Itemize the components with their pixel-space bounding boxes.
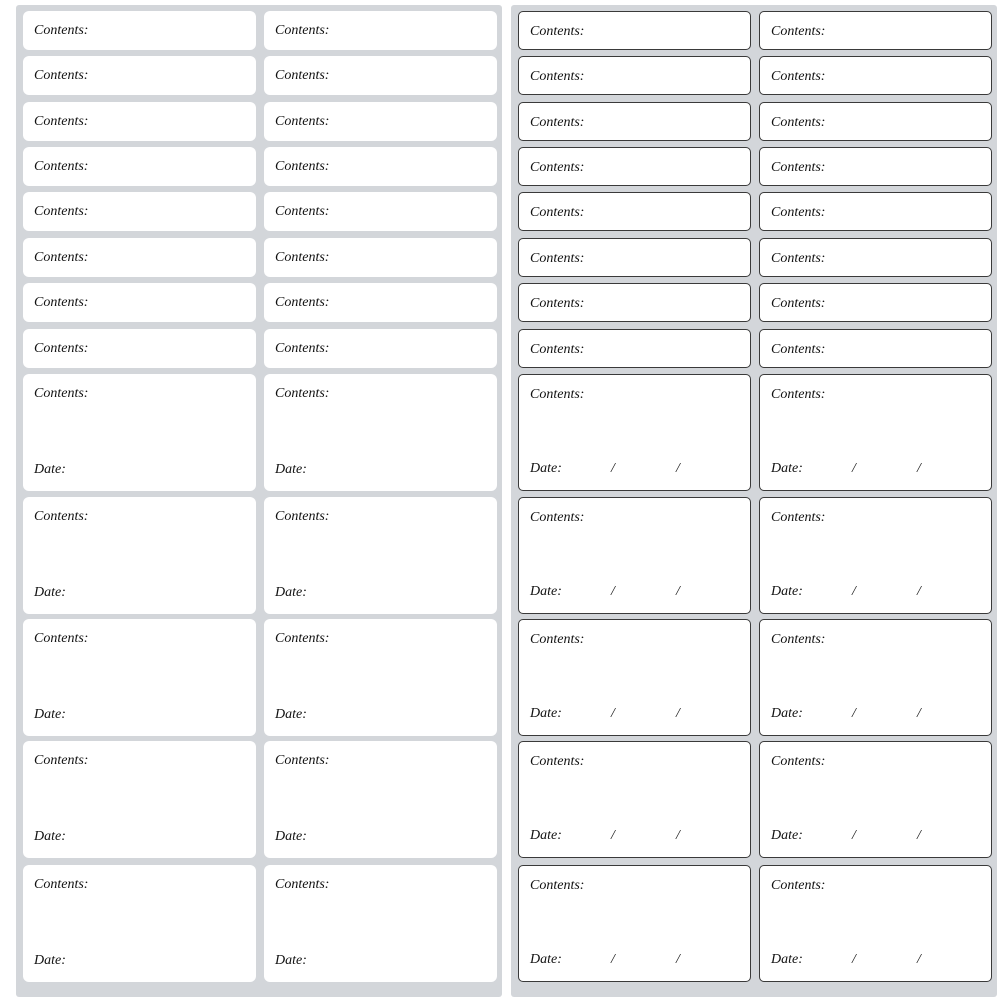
contents-label-small bbox=[23, 283, 256, 322]
contents-caption: Contents: bbox=[530, 342, 585, 357]
contents-caption: Contents: bbox=[771, 24, 826, 39]
date-caption: Date: bbox=[530, 828, 562, 843]
contents-caption: Contents: bbox=[771, 878, 826, 893]
contents-caption: Contents: bbox=[530, 632, 585, 647]
contents-caption: Contents: bbox=[771, 510, 826, 525]
contents-label-small bbox=[759, 11, 992, 50]
contents-caption: Contents: bbox=[34, 295, 89, 310]
contents-date-label bbox=[759, 374, 992, 491]
date-separator-slash: / bbox=[611, 952, 615, 967]
date-separator-slash: / bbox=[852, 584, 856, 599]
contents-label-small bbox=[518, 192, 751, 231]
contents-date-label bbox=[264, 374, 497, 491]
contents-label-small bbox=[759, 329, 992, 368]
contents-caption: Contents: bbox=[275, 341, 330, 356]
date-caption: Date: bbox=[34, 462, 66, 477]
contents-caption: Contents: bbox=[771, 632, 826, 647]
contents-caption: Contents: bbox=[275, 68, 330, 83]
contents-label-small bbox=[23, 147, 256, 186]
date-caption: Date: bbox=[771, 461, 803, 476]
contents-label-small bbox=[518, 56, 751, 95]
contents-label-small bbox=[759, 283, 992, 322]
contents-label-small bbox=[759, 147, 992, 186]
contents-label-small bbox=[23, 56, 256, 95]
contents-caption: Contents: bbox=[34, 159, 89, 174]
contents-caption: Contents: bbox=[275, 386, 330, 401]
contents-date-label bbox=[759, 619, 992, 736]
date-separator-slash: / bbox=[917, 828, 921, 843]
contents-caption: Contents: bbox=[275, 204, 330, 219]
date-separator-slash: / bbox=[676, 828, 680, 843]
contents-caption: Contents: bbox=[275, 250, 330, 265]
contents-date-label bbox=[518, 865, 751, 982]
date-caption: Date: bbox=[530, 584, 562, 599]
contents-date-label bbox=[759, 741, 992, 858]
date-caption: Date: bbox=[771, 706, 803, 721]
date-caption: Date: bbox=[530, 461, 562, 476]
date-separator-slash: / bbox=[917, 706, 921, 721]
contents-caption: Contents: bbox=[34, 509, 89, 524]
contents-label-small bbox=[23, 11, 256, 50]
contents-date-label bbox=[264, 865, 497, 982]
contents-caption: Contents: bbox=[771, 387, 826, 402]
date-separator-slash: / bbox=[676, 461, 680, 476]
contents-date-label bbox=[23, 374, 256, 491]
contents-caption: Contents: bbox=[771, 251, 826, 266]
contents-date-label bbox=[23, 497, 256, 614]
contents-date-label bbox=[264, 619, 497, 736]
contents-label-small bbox=[518, 329, 751, 368]
contents-label-small bbox=[759, 192, 992, 231]
contents-label-small bbox=[23, 238, 256, 277]
date-separator-slash: / bbox=[676, 584, 680, 599]
contents-label-small bbox=[23, 102, 256, 141]
contents-caption: Contents: bbox=[34, 114, 89, 129]
date-caption: Date: bbox=[275, 953, 307, 968]
contents-caption: Contents: bbox=[771, 296, 826, 311]
date-caption: Date: bbox=[771, 828, 803, 843]
date-separator-slash: / bbox=[852, 952, 856, 967]
contents-caption: Contents: bbox=[34, 753, 89, 768]
date-caption: Date: bbox=[771, 952, 803, 967]
contents-caption: Contents: bbox=[34, 23, 89, 38]
contents-label-small bbox=[518, 238, 751, 277]
contents-label-small bbox=[518, 11, 751, 50]
contents-date-label bbox=[518, 619, 751, 736]
date-caption: Date: bbox=[275, 829, 307, 844]
contents-caption: Contents: bbox=[530, 24, 585, 39]
label-sheet-outlined bbox=[511, 5, 997, 997]
contents-label-small bbox=[518, 147, 751, 186]
contents-label-small bbox=[518, 102, 751, 141]
contents-caption: Contents: bbox=[275, 23, 330, 38]
contents-date-label bbox=[759, 865, 992, 982]
date-separator-slash: / bbox=[852, 828, 856, 843]
contents-label-small bbox=[759, 238, 992, 277]
contents-label-small bbox=[759, 56, 992, 95]
contents-label-small bbox=[23, 329, 256, 368]
contents-label-small bbox=[759, 102, 992, 141]
date-caption: Date: bbox=[34, 707, 66, 722]
date-separator-slash: / bbox=[676, 706, 680, 721]
contents-caption: Contents: bbox=[275, 877, 330, 892]
contents-caption: Contents: bbox=[275, 159, 330, 174]
date-caption: Date: bbox=[771, 584, 803, 599]
date-separator-slash: / bbox=[611, 461, 615, 476]
contents-caption: Contents: bbox=[275, 509, 330, 524]
contents-label-small bbox=[518, 283, 751, 322]
contents-date-label bbox=[264, 497, 497, 614]
contents-caption: Contents: bbox=[530, 160, 585, 175]
contents-label-small bbox=[23, 192, 256, 231]
contents-caption: Contents: bbox=[530, 510, 585, 525]
contents-date-label bbox=[23, 741, 256, 858]
contents-caption: Contents: bbox=[771, 754, 826, 769]
date-caption: Date: bbox=[530, 952, 562, 967]
contents-caption: Contents: bbox=[275, 753, 330, 768]
contents-date-label bbox=[518, 497, 751, 614]
date-separator-slash: / bbox=[852, 706, 856, 721]
contents-caption: Contents: bbox=[34, 877, 89, 892]
contents-date-label bbox=[23, 619, 256, 736]
contents-label-small bbox=[264, 147, 497, 186]
date-caption: Date: bbox=[275, 707, 307, 722]
contents-caption: Contents: bbox=[530, 115, 585, 130]
contents-caption: Contents: bbox=[275, 631, 330, 646]
contents-date-label bbox=[518, 741, 751, 858]
contents-caption: Contents: bbox=[530, 205, 585, 220]
contents-caption: Contents: bbox=[530, 754, 585, 769]
contents-caption: Contents: bbox=[771, 115, 826, 130]
contents-label-small bbox=[264, 329, 497, 368]
contents-label-small bbox=[264, 102, 497, 141]
contents-caption: Contents: bbox=[771, 69, 826, 84]
label-sheet-plain bbox=[16, 5, 502, 997]
contents-caption: Contents: bbox=[530, 296, 585, 311]
contents-caption: Contents: bbox=[34, 204, 89, 219]
contents-caption: Contents: bbox=[34, 631, 89, 646]
contents-label-small bbox=[264, 192, 497, 231]
date-separator-slash: / bbox=[917, 584, 921, 599]
date-caption: Date: bbox=[34, 953, 66, 968]
date-caption: Date: bbox=[34, 829, 66, 844]
contents-caption: Contents: bbox=[34, 68, 89, 83]
date-caption: Date: bbox=[34, 585, 66, 600]
date-separator-slash: / bbox=[676, 952, 680, 967]
date-caption: Date: bbox=[530, 706, 562, 721]
contents-caption: Contents: bbox=[771, 160, 826, 175]
date-separator-slash: / bbox=[611, 706, 615, 721]
contents-caption: Contents: bbox=[530, 387, 585, 402]
contents-caption: Contents: bbox=[530, 878, 585, 893]
contents-date-label bbox=[759, 497, 992, 614]
date-separator-slash: / bbox=[852, 461, 856, 476]
contents-date-label bbox=[518, 374, 751, 491]
contents-caption: Contents: bbox=[771, 342, 826, 357]
date-separator-slash: / bbox=[917, 952, 921, 967]
contents-caption: Contents: bbox=[275, 295, 330, 310]
contents-label-small bbox=[264, 283, 497, 322]
date-caption: Date: bbox=[275, 585, 307, 600]
contents-label-small bbox=[264, 56, 497, 95]
contents-caption: Contents: bbox=[34, 250, 89, 265]
contents-caption: Contents: bbox=[530, 69, 585, 84]
date-separator-slash: / bbox=[917, 461, 921, 476]
contents-caption: Contents: bbox=[34, 341, 89, 356]
date-separator-slash: / bbox=[611, 828, 615, 843]
contents-caption: Contents: bbox=[34, 386, 89, 401]
date-caption: Date: bbox=[275, 462, 307, 477]
contents-date-label bbox=[23, 865, 256, 982]
contents-label-small bbox=[264, 238, 497, 277]
contents-date-label bbox=[264, 741, 497, 858]
contents-label-small bbox=[264, 11, 497, 50]
date-separator-slash: / bbox=[611, 584, 615, 599]
contents-caption: Contents: bbox=[530, 251, 585, 266]
contents-caption: Contents: bbox=[771, 205, 826, 220]
contents-caption: Contents: bbox=[275, 114, 330, 129]
